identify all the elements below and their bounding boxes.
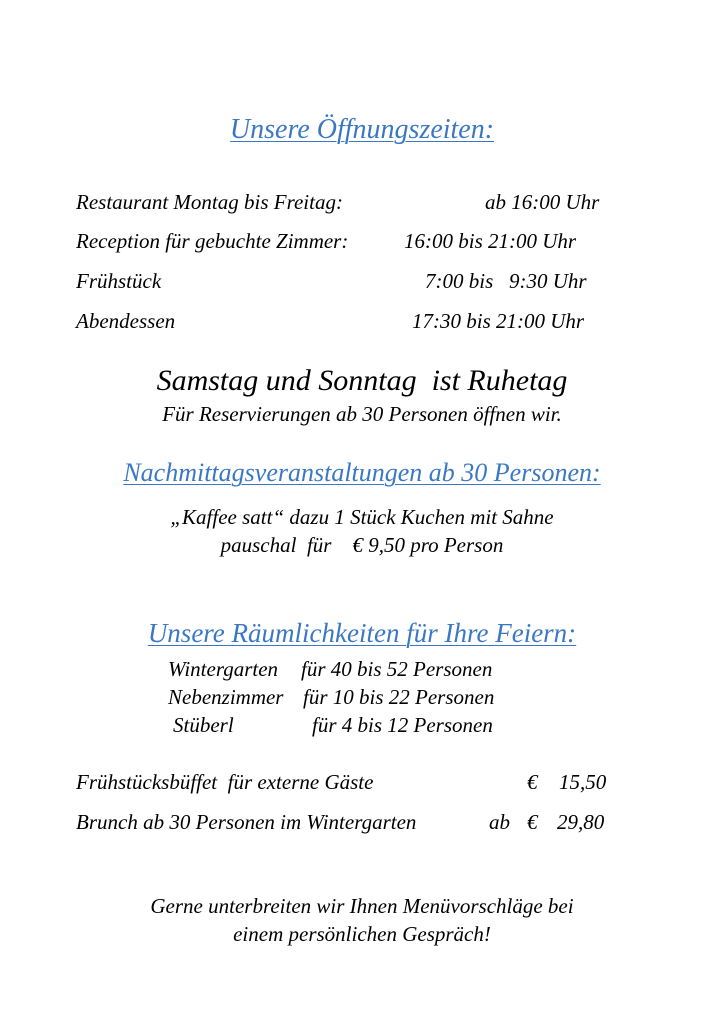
room-nebenzimmer-name: Nebenzimmer xyxy=(168,685,284,709)
reception-hours-label: Reception für gebuchte Zimmer: xyxy=(76,229,349,253)
closing-line-2: einem persönlichen Gespräch! xyxy=(233,922,491,946)
brunch-label: Brunch ab 30 Personen im Wintergarten xyxy=(76,810,417,834)
rest-day-title: Samstag und Sonntag ist Ruhetag xyxy=(156,364,568,397)
opening-hours-heading: Unsere Öffnungszeiten: xyxy=(229,114,495,145)
room-stueberl-capacity: für 4 bis 12 Personen xyxy=(312,713,493,737)
dinner-hours-label: Abendessen xyxy=(76,309,176,333)
afternoon-events-line-2: pauschal für € 9,50 pro Person xyxy=(220,533,504,557)
breakfast-buffet-currency: € xyxy=(527,770,538,794)
restaurant-hours-label: Restaurant Montag bis Freitag: xyxy=(76,190,343,214)
breakfast-hours-label: Frühstück xyxy=(76,269,162,293)
brunch-currency: € xyxy=(527,810,538,834)
reception-hours-time: 16:00 bis 21:00 Uhr xyxy=(404,229,577,253)
dinner-hours-time: 17:30 bis 21:00 Uhr xyxy=(412,309,585,333)
afternoon-events-line-1: „Kaffee satt“ dazu 1 Stück Kuchen mit Sahne xyxy=(170,505,554,529)
restaurant-hours-time: ab 16:00 Uhr xyxy=(485,190,600,214)
afternoon-events-heading: Nachmittagsveranstaltungen ab 30 Personen: xyxy=(123,458,601,487)
brunch-price-prefix: ab xyxy=(489,810,510,834)
rest-day-subtitle: Für Reservierungen ab 30 Personen öffnen wir. xyxy=(162,402,562,426)
rooms-heading: Unsere Räumlichkeiten für Ihre Feiern: xyxy=(147,618,577,648)
room-nebenzimmer-capacity: für 10 bis 22 Personen xyxy=(303,685,495,709)
room-wintergarten-capacity: für 40 bis 52 Personen xyxy=(301,657,493,681)
brunch-price: 29,80 xyxy=(557,810,605,834)
breakfast-buffet-price: 15,50 xyxy=(559,770,607,794)
breakfast-buffet-label: Frühstücksbüffet für externe Gäste xyxy=(76,770,374,794)
room-wintergarten-name: Wintergarten xyxy=(168,657,279,681)
closing-line-1: Gerne unterbreiten wir Ihnen Menüvorschläge bei xyxy=(150,894,574,918)
breakfast-hours-time: 7:00 bis 9:30 Uhr xyxy=(425,269,587,293)
room-stueberl-name: Stüberl xyxy=(173,713,234,737)
